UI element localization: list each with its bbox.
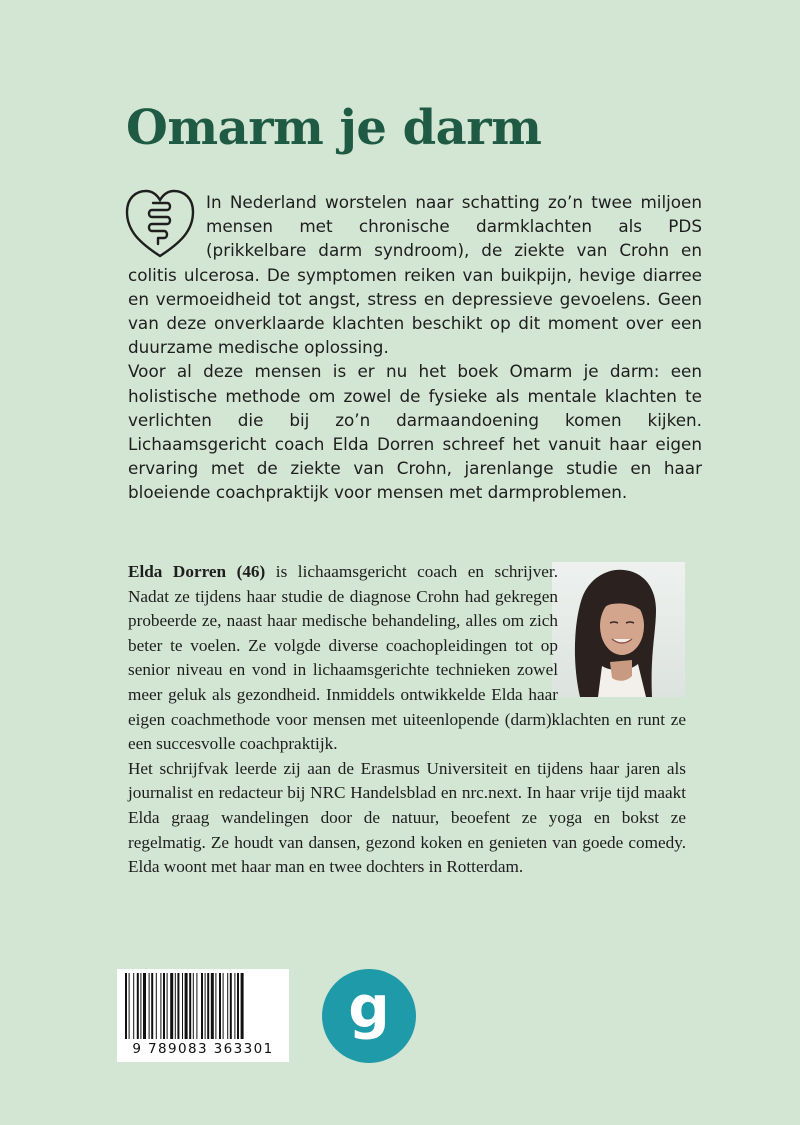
barcode-bar [133,973,134,1039]
barcode-bar [140,973,141,1039]
barcode-bar [230,973,232,1039]
barcode-bar [196,973,197,1039]
intro-paragraph-2: Voor al deze mensen is er nu het boek Omarm je darm: een holistische methode om zowel de fysieke als mentale klachten te verlichten die bij zo’n darmaandoening komen kijken. Lichaamsgericht coach Elda Dorren schreef het vanuit haar eigen ervaring met de ziekte van Crohn, jarenlange studie en haar bloeiende coachpraktijk voor mensen met darmproblemen. [128,361,702,503]
author-bio [128,560,686,880]
publisher-logo-letter: g [348,973,390,1041]
author-bio-paragraph-2: Het schrijfvak leerde zij aan de Erasmus Universiteit en tijdens haar jaren als journalist en redacteur bij NRC Handelsblad en nrc.next. In haar vrije tijd maakt Elda graag wandelingen door de natuur, beoefent ze yoga en bokst ze regelmatig. Ze houdt van dansen, gezond koken en genieten van goede comedy. Elda woont met haar man en twee dochters in Rotterdam. [128,758,686,877]
barcode-bar [151,973,153,1039]
barcode-bar [143,973,146,1039]
author-bio-text: is lichaamsgericht coach en schrijver. Nadat ze tijdens haar studie de diagnose Crohn had gekregen probeerde ze, naast haar medische behandeling, alles om zich beter te voelen. Ze volgde diverse coachopleidingen tot op senior niveau en vond in lichaamsgerichte technieken zowel meer geluk als gezondheid. Inmiddels ontwikkelde Elda haar eigen coachmethode voor mensen met uiteenlopende (darm)klachten en runt ze een succesvolle coachpraktijk. [128,562,686,754]
intro-paragraph-1: In Nederland worstelen naar schatting zo’n twee miljoen mensen met chronische darmklachten als PDS (prikkelbare darm syndroom), de ziekte van Crohn en colitis ulcerosa. De symptomen reiken van buikpijn, hevige diarree en vermoeidheid tot angst, stress en depressieve gevoelens. Geen van deze onverklaarde klachten beschikt op dit moment over een duurzame medische oplossing. [128,192,702,358]
barcode-bar [201,973,203,1039]
barcode-bar [156,973,157,1039]
isbn-digits: 9 789083 363301 [132,1041,274,1057]
barcode-bar [177,973,179,1039]
barcode-bar [189,973,191,1039]
barcode-bar [160,973,161,1039]
book-title: Omarm je darm [126,100,542,156]
intro-text [128,190,702,505]
barcode-bar [129,973,130,1039]
barcode-bar [215,973,216,1039]
barcode-bar [219,973,221,1039]
barcode-bar [175,973,176,1039]
barcode-bar [193,973,194,1039]
barcode-bar [227,973,228,1039]
barcode-bar [241,973,244,1039]
barcode-bar [234,973,235,1039]
barcode-bar [223,973,224,1039]
barcode-bar [207,973,209,1039]
barcode-bar [205,973,206,1039]
barcode-bar [125,973,127,1039]
isbn-barcode [117,969,289,1062]
barcode-bar [211,973,214,1039]
publisher-g-logo-icon [322,969,416,1063]
author-name: Elda Dorren (46) [128,562,266,581]
barcode-bar [237,973,239,1039]
barcode-bar [163,973,165,1039]
barcode-bar [182,973,183,1039]
barcode-bar [149,973,150,1039]
barcode-bar [137,973,139,1039]
barcode-bar [170,973,173,1039]
barcode-bar [167,973,168,1039]
barcode-bar [185,973,188,1039]
